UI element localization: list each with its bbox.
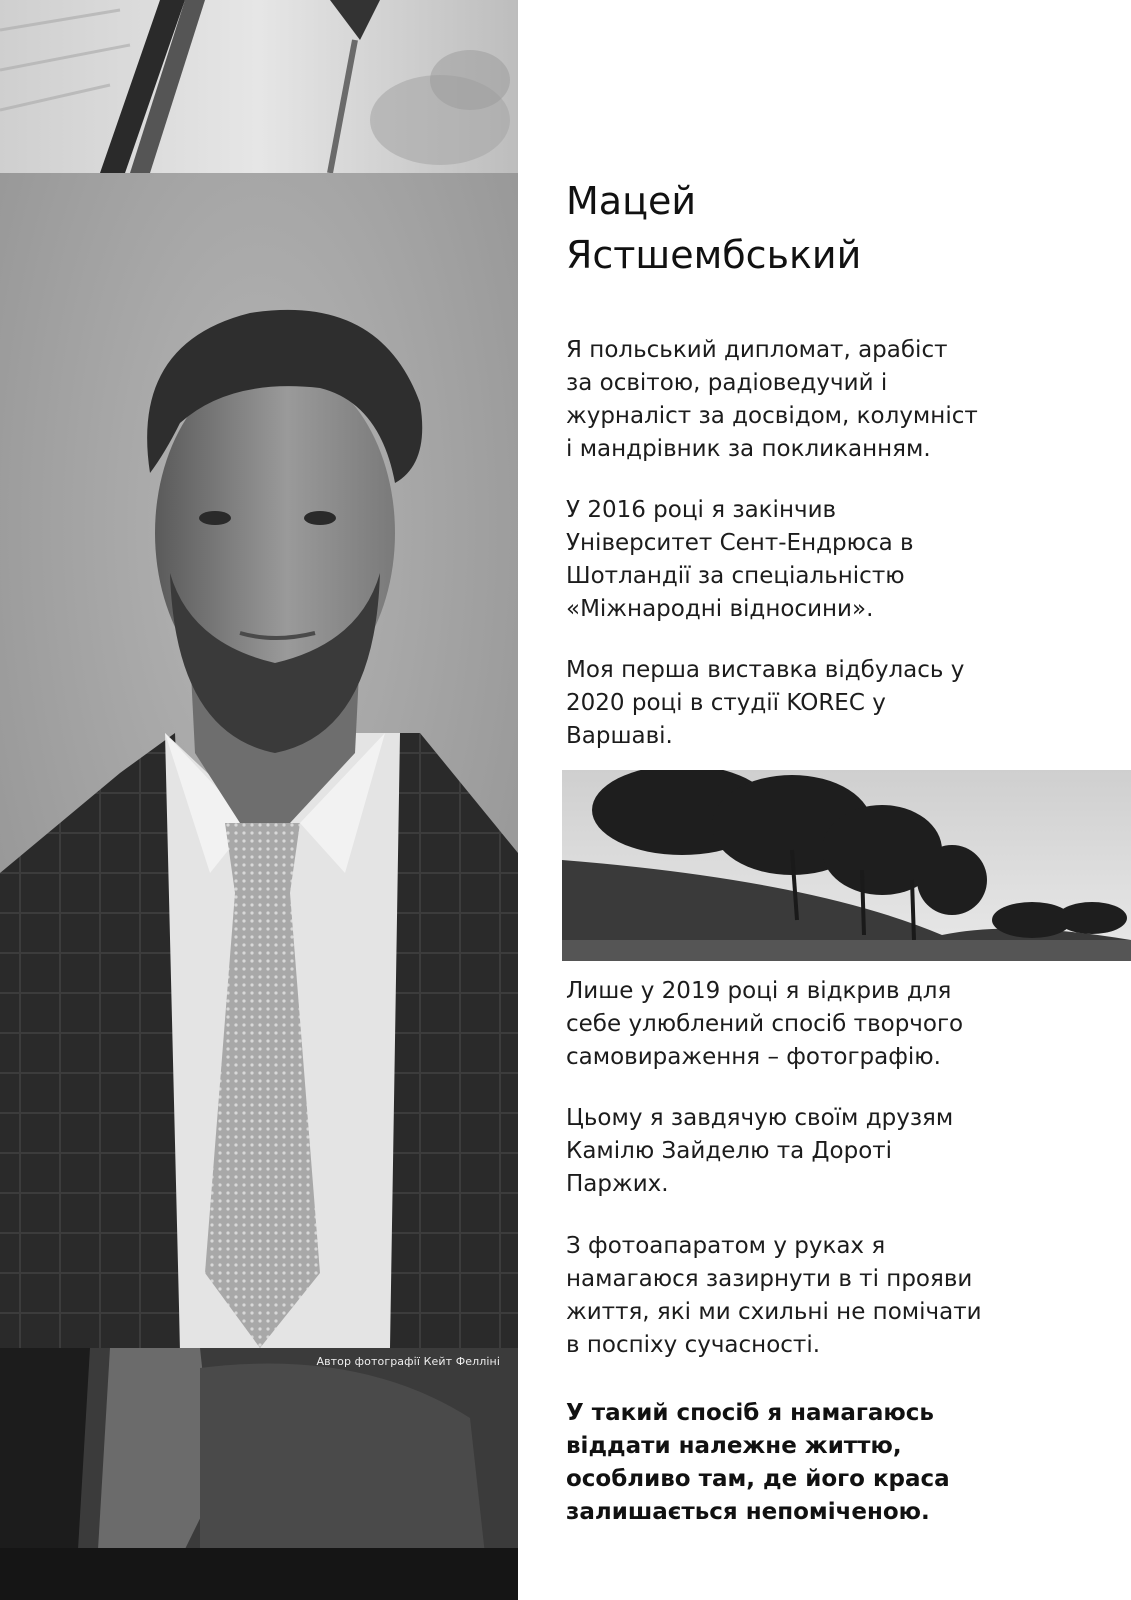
text-line: життя, які ми схильні не помічати — [566, 1299, 982, 1325]
bio-paragraph-3 — [566, 654, 1086, 753]
text-line: Я польський дипломат, арабіст — [566, 337, 948, 363]
text-line: Моя перша виставка відбулась у — [566, 657, 965, 683]
text-line: Шотландії за спеціальністю — [566, 563, 905, 589]
name-line: Мацей — [566, 179, 697, 223]
text-line: Університет Сент-Ендрюса в — [566, 530, 914, 556]
text-line: особливо там, де його краса — [566, 1466, 950, 1492]
text-line: Цьому я завдячую своїм друзям — [566, 1105, 954, 1131]
text-line: 2020 році в студії KOREC у — [566, 690, 886, 716]
text-line: намагаюся зазирнути в ті прояви — [566, 1266, 973, 1292]
closing-statement — [566, 1397, 1086, 1529]
text-line: журналіст за досвідом, колумніст — [566, 403, 978, 429]
bio-paragraph-5 — [566, 1102, 1086, 1201]
text-line: Паржих. — [566, 1171, 669, 1197]
text-line: за освітою, радіоведучий і — [566, 370, 888, 396]
text-line: «Міжнародні відносини». — [566, 596, 874, 622]
name-line: Ястшембський — [566, 233, 862, 277]
text-line: самовираження – фотографію. — [566, 1044, 941, 1070]
bio-paragraph-2 — [566, 494, 1086, 626]
bottom-still-life-photo — [0, 1348, 518, 1600]
bio-paragraph-1 — [566, 334, 1086, 466]
bio-paragraph-6 — [566, 1230, 1086, 1362]
landscape-photo — [562, 770, 1131, 961]
text-line: залишається непоміченою. — [566, 1499, 930, 1525]
text-line: в поспіху сучасності. — [566, 1332, 821, 1358]
photo-credit: Автор фотографії Кейт Фелліні — [316, 1355, 500, 1368]
text-line: себе улюблений спосіб творчого — [566, 1011, 964, 1037]
bio-paragraph-4 — [566, 975, 1086, 1074]
text-line: і мандрівник за покликанням. — [566, 436, 931, 462]
text-line: У такий спосіб я намагаюсь — [566, 1400, 934, 1426]
portrait-photo — [0, 173, 518, 1348]
text-line: З фотоапаратом у руках я — [566, 1233, 886, 1259]
text-line: Лише у 2019 році я відкрив для — [566, 978, 952, 1004]
text-line: Камілю Зайделю та Дороті — [566, 1138, 893, 1164]
text-line: У 2016 році я закінчив — [566, 497, 837, 523]
top-window-photo — [0, 0, 518, 173]
person-name — [566, 174, 1066, 282]
text-line: віддати належне життю, — [566, 1433, 902, 1459]
text-line: Варшаві. — [566, 723, 673, 749]
